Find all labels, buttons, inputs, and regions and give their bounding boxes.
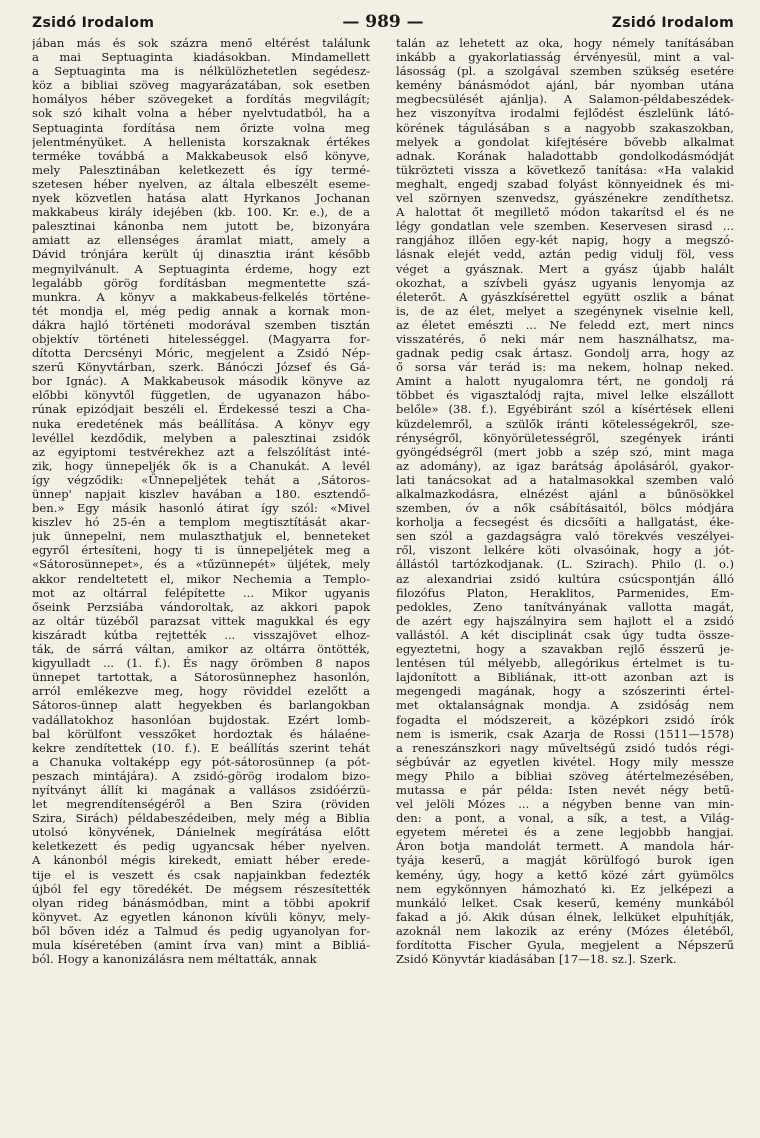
text-line: zik, hogy ünnepeljék ők is a Chanukát. A levél	[32, 458, 370, 473]
text-line: az oltár tüzéből parazsat vittek magukkal és egy	[32, 613, 370, 628]
text-line: egyről értesíteni, hogy ti is ünnepeljétek meg a	[32, 543, 370, 558]
text-line: mula kíséretében (amint írva van) mint a Bibliá-	[32, 938, 370, 952]
text-line: talán az lehetett az oka, hogy némely tanításában	[396, 36, 734, 50]
text-line: levéllel kezdődik, melyben a palesztinai zsidók	[32, 430, 370, 445]
text-line: megengedi magának, hogy a szószerinti értel-	[396, 684, 734, 699]
text-line: Sátoros-ünnep alatt hegyekben és barlangokban	[32, 698, 370, 713]
text-line: jelentményüket. A hellenista korszaknak értékes	[32, 134, 370, 149]
text-line: juk ünnepelni, nem mulaszthatjuk el, benneteket	[32, 529, 370, 544]
text-line: de azért egy hajszálnyira sem hajlott el a zsidó	[396, 613, 734, 628]
text-line: ból. Hogy a kanonizálásra nem méltatták, annak	[32, 952, 317, 967]
text-line: belőle» (38. f.). Egyébiránt szól a kísértések elleni	[396, 402, 734, 417]
text-line: peszach mintájára). A zsidó-görög irodalom bizo-	[32, 768, 370, 783]
text-columns	[32, 36, 734, 966]
text-line: az alexandriai zsidó kultúra csúcspontján álló	[396, 571, 734, 586]
text-line: vadállatokhoz hasonlóan bujdostak. Ezért lomb-	[32, 712, 370, 727]
text-line: A halottat őt megillető módon takarítsd el és ne	[396, 205, 734, 220]
header-right-title: Zsidó Irodalom	[611, 15, 734, 31]
text-line: kiszáradt kútba rejtették ... visszajövet elhoz-	[32, 627, 370, 642]
text-line: szetesen héber nyelven, az általa elbeszélt eseme-	[32, 176, 370, 191]
text-line: mely Palesztinában keletkezett és így termé-	[32, 162, 370, 177]
text-line: lentésen túl mélyebb, allegórikus értelmet is tu-	[396, 656, 734, 671]
text-line: kekre zendítettek (10. f.). E beállítás szerint tehát	[32, 740, 370, 755]
text-line: légy gondatlan vele szemben. Keservesen sirasd ...	[396, 219, 734, 234]
text-line: kemény, úgy, hogy a kettő közé zárt gyümölcs	[396, 867, 734, 882]
text-line: amiatt az ellenséges áramlat miatt, amely a	[32, 233, 370, 248]
text-line: megy Philo a bibliai szöveg átértelmezésében,	[396, 768, 734, 783]
text-line: nuka eredetének más beállítása. A könyv egy	[32, 416, 370, 431]
text-line: jában más és sok százra menő eltérést találunk	[32, 36, 370, 50]
text-line: megnyilvánult. A Septuaginta érdeme, hogy ezt	[32, 261, 370, 276]
text-line: szemben, óv a nők csábításaitól, bölcs módjára	[396, 501, 734, 516]
text-line: ünnepet tartottak, a Sátorosünnephez hasonlón,	[32, 670, 370, 685]
text-line: azoknál nem lakozik az erény (Mózes életéből,	[396, 923, 734, 938]
left-column	[32, 36, 370, 966]
text-line: objektív történeti hitelességgel. (Magyarra for-	[32, 331, 370, 346]
text-line: terméke továbbá a Makkabeusok első könyve,	[32, 148, 370, 163]
text-line: dákra hajló történeti modorával szemben tisztán	[32, 317, 370, 332]
text-line: állástól tartózkodjanak. (L. Szirach). Philo (l. o.)	[396, 557, 734, 572]
text-line: egyetem méretei és a zene legjobbb hangjai.	[396, 825, 734, 840]
text-line: alkalmazkodásra, elnézést ajánl a bűnösökkel	[396, 487, 734, 501]
text-line: melyek a gondolat kifejtésére bővebb alkalmat	[396, 134, 734, 149]
text-line: munkáló lelket. Csak keserű, kemény munkából	[396, 895, 734, 910]
text-line: szerű Könyvtárban, szerk. Bánóczi József és Gá-	[32, 360, 370, 375]
text-line: rénységről, könyörületességről, szegények iránti	[396, 430, 734, 445]
text-line: kemény bánásmódot ajánl, bár nyomban utána	[396, 78, 734, 93]
text-line: tije el is veszett és csak napjainkban fedezték	[32, 867, 370, 882]
text-line: visszatérés, ő neki már nem használhatsz, ma-	[396, 331, 734, 346]
text-line: ségbúvár az egyetlen kivétel. Hogy mily messze	[396, 754, 734, 769]
text-line: az egyiptomi testvérekhez azt a felszólítást inté-	[32, 444, 370, 459]
text-line: kiszlev hó 25-én a templom megtisztítását akar-	[32, 515, 370, 530]
text-line: véget a gyásznak. Mert a gyász újabb halált	[396, 261, 734, 276]
text-line: Áron botja mandolát termett. A mandola hár-	[396, 839, 734, 854]
text-line: Dávid trónjára került új dinasztia iránt később	[32, 247, 370, 262]
text-line: sok szó kihalt volna a héber nyelvtudatból, ha a	[32, 106, 370, 121]
text-line: a Septuaginta ma is nélkülözhetetlen segédesz-	[32, 64, 370, 79]
text-line: fogadta el módszereit, a középkori zsidó írók	[396, 712, 734, 727]
text-line: inkább a gyakorlatiasság érvényesül, mint a val-	[396, 50, 734, 65]
text-line: tükrözteti vissza a következő tanítása: «Ha valakid	[396, 162, 734, 177]
text-line: Septuaginta fordítása nem őrizte volna meg	[32, 120, 370, 135]
text-line: nyítványt állít ki magának a vallásos zsidóérzü-	[32, 782, 370, 797]
text-line: adnak. Korának haladottabb gondolkodásmódját	[396, 148, 734, 163]
text-line: let megrendítenségéről a Ben Szira (röviden	[32, 797, 370, 812]
text-line: meghalt, engedj szabad folyást könnyeidnek és mi-	[396, 176, 734, 191]
text-line: met oktalanságnak mondja. A zsidóság nem	[396, 698, 734, 713]
text-line: tét mondja el, még pedig annak a kornak mon-	[32, 303, 370, 318]
text-line: életerőt. A gyászkísérettel együtt oszlik a bánat	[396, 289, 734, 304]
text-line: köz a bibliai szöveg magyarázatában, sok esetben	[32, 78, 370, 93]
text-line: rangjához illően egy-két napig, hogy a megszó-	[396, 233, 734, 248]
text-line: «Sátorosünnepet», és a «tűzünnepét» üljétek, mely	[32, 557, 370, 572]
text-line: homályos héber szövegeket a fordítás megvilágít;	[32, 92, 370, 107]
text-line: pedokles, Zeno tanítványának vallotta magát,	[396, 599, 734, 614]
text-line: lati tanácsokat ad a hatalmasokkal szemben való	[396, 472, 734, 487]
text-line: mot az oltárral felépítette ... Mikor ugyanis	[32, 585, 370, 600]
text-line: Amint a halott nyugalomra tért, ne gondolj rá	[396, 374, 734, 389]
text-line: rúnak epizódjait beszéli el. Érdekessé teszi a Cha-	[32, 402, 370, 417]
text-line: arról emlékezve meg, hogy röviddel ezelőtt a	[32, 684, 370, 699]
text-line: gyöngédségről (mert jobb a szép szó, mint maga	[396, 444, 734, 459]
text-line: ről, viszont lelkére köti olvasóinak, hogy a jót-	[396, 543, 734, 558]
text-line: bal körülfont vesszőket hordoztak és hálaéne-	[32, 726, 370, 741]
text-line: az adomány), az igaz barátság ápolásáról, gyakor-	[396, 458, 734, 473]
text-line: nem egykönnyen hámozható ki. Ez jelképezi a	[396, 881, 734, 896]
text-line: den: a pont, a vonal, a sík, a test, a Világ-	[396, 811, 734, 826]
text-line: ták, de sárrá váltan, amikor az oltárra öntötték,	[32, 642, 370, 657]
text-line: keletkezett és pedig ugyancsak héber nyelven.	[32, 839, 370, 854]
text-line: munkra. A könyv a makkabeus-felkelés történe-	[32, 289, 370, 304]
text-line: sen szól a gazdagságra való törekvés veszélyei-	[396, 529, 734, 544]
text-line: nem is ismerik, csak Azarja de Rossi (1511—1578)	[396, 726, 734, 741]
text-line: korholja a fecsegést és dicsőíti a hallgatást, éke-	[396, 515, 734, 530]
text-line: mutassa e pár példa: Isten nevét négy betű-	[396, 782, 734, 797]
text-line: vel szörnyen szenvedsz, gyászénekre zendíthetsz.	[396, 191, 734, 206]
text-line: megbecsülését ajánlja). A Salamon-példabeszédek-	[396, 92, 734, 107]
text-line: a mai Septuaginta kiadásokban. Mindamellett	[32, 50, 370, 65]
text-line: többet és vigasztalódj rajta, mivel lelke elszállott	[396, 388, 734, 403]
text-line: ből bőven idéz a Talmud és pedig ugyanolyan for-	[32, 923, 370, 938]
text-line: lásosság (pl. a szolgával szemben szükség esetére	[396, 64, 734, 79]
text-line: ő sorsa vár terád is: ma nekem, holnap neked.	[396, 360, 734, 375]
page-number: — 989 —	[342, 12, 424, 32]
text-line: újból fel egy töredékét. De mégsem részesítették	[32, 881, 370, 896]
text-line: lásnak elejét vedd, aztán pedig vidulj föl, vess	[396, 247, 734, 262]
text-line: fordította Fischer Gyula, megjelent a Népszerű	[396, 938, 734, 952]
text-line: a Chanuka voltaképp egy pót-sátorosünnep (a pót-	[32, 754, 370, 769]
text-line: okozhat, a szívbeli gyász ugyanis lenyomja az	[396, 275, 734, 290]
right-column	[396, 36, 734, 966]
header-left-title: Zsidó Irodalom	[32, 15, 155, 31]
text-line: könyvet. Az egyetlen kánonon kívüli könyv, mely-	[32, 909, 370, 924]
text-line: küzdelemről, a szülők iránti kötelességekről, sze-	[396, 416, 734, 431]
text-line: így végződik: «Ünnepeljétek tehát a ‚Sátoros-	[32, 472, 370, 487]
text-line: akkor rendeltetett el, mikor Nechemia a Templo-	[32, 571, 370, 586]
text-line: lajdonított a Bibliának, itt-ott azonban azt is	[396, 670, 734, 685]
text-line: hez viszonyítva irodalmi fejlődést észlelünk látó-	[396, 106, 734, 121]
text-line: bor Ignác). A Makkabeusok második könyve az	[32, 374, 370, 389]
text-line: tyája keserű, a magját körülfogó burok igen	[396, 853, 734, 868]
text-line: kigyulladt ... (1. f.). És nagy örömben 8 napos	[32, 656, 370, 671]
text-line: nyek közvetlen hatása alatt Hyrkanos Jochanan	[32, 191, 370, 206]
text-line: őseink Perzsiába vándoroltak, az akkori papok	[32, 599, 370, 614]
text-line: a reneszánszkori nagy műveltségű zsidó tudós régi-	[396, 740, 734, 755]
text-line: filozófus Platon, Heraklitos, Parmenides, Em-	[396, 585, 734, 600]
text-line: dította Dercsényi Móric, megjelent a Zsidó Nép-	[32, 346, 370, 361]
text-line: palesztinai kánonba nem jutott be, bizonyára	[32, 219, 370, 234]
text-line: Zsidó Könyvtár kiadásában [17—18. sz.]. Szerk.	[396, 952, 677, 967]
page-header	[32, 12, 734, 34]
text-line: makkabeus király idejében (kb. 100. Kr. e.), de a	[32, 205, 370, 220]
text-line: A kánonból mégis kirekedt, emiatt héber erede-	[32, 853, 370, 868]
text-line: olyan rideg bánásmódban, mint a többi apokrif	[32, 895, 370, 910]
text-line: előbbi könyvtől független, de ugyanazon hábo-	[32, 388, 370, 403]
text-line: az életet emészti ... Ne feledd ezt, mert nincs	[396, 317, 734, 332]
text-line: gadnak pedig csak ártasz. Gondolj arra, hogy az	[396, 346, 734, 361]
text-line: fakad a jó. Akik dúsan élnek, lelküket elpuhítják,	[396, 909, 734, 924]
text-line: vel jelöli Mózes ... a négyben benne van min-	[396, 797, 734, 812]
text-line: vallástól. A két disciplinát csak úgy tudta össze-	[396, 627, 734, 642]
text-line: legalább görög fordításban megmentette szá-	[32, 275, 370, 290]
text-line: körének tágulásában s a nagyobb szakaszokban,	[396, 120, 734, 135]
text-line: Szira, Sirách) példabeszédeiben, mely még a Biblia	[32, 811, 370, 826]
text-line: is, de az élet, melyet a szegénynek viselnie kell,	[396, 303, 734, 318]
text-line: ünnep' napjait kiszlev havában a 180. esztendő-	[32, 487, 370, 501]
text-line: ben.» Egy másik hasonló átirat így szól: «Mivel	[32, 501, 370, 516]
text-line: utolsó könyvének, Dánielnek megírátása előtt	[32, 825, 370, 840]
text-line: egyeztetni, hogy a szavakban rejlő ésszerű je-	[396, 642, 734, 657]
